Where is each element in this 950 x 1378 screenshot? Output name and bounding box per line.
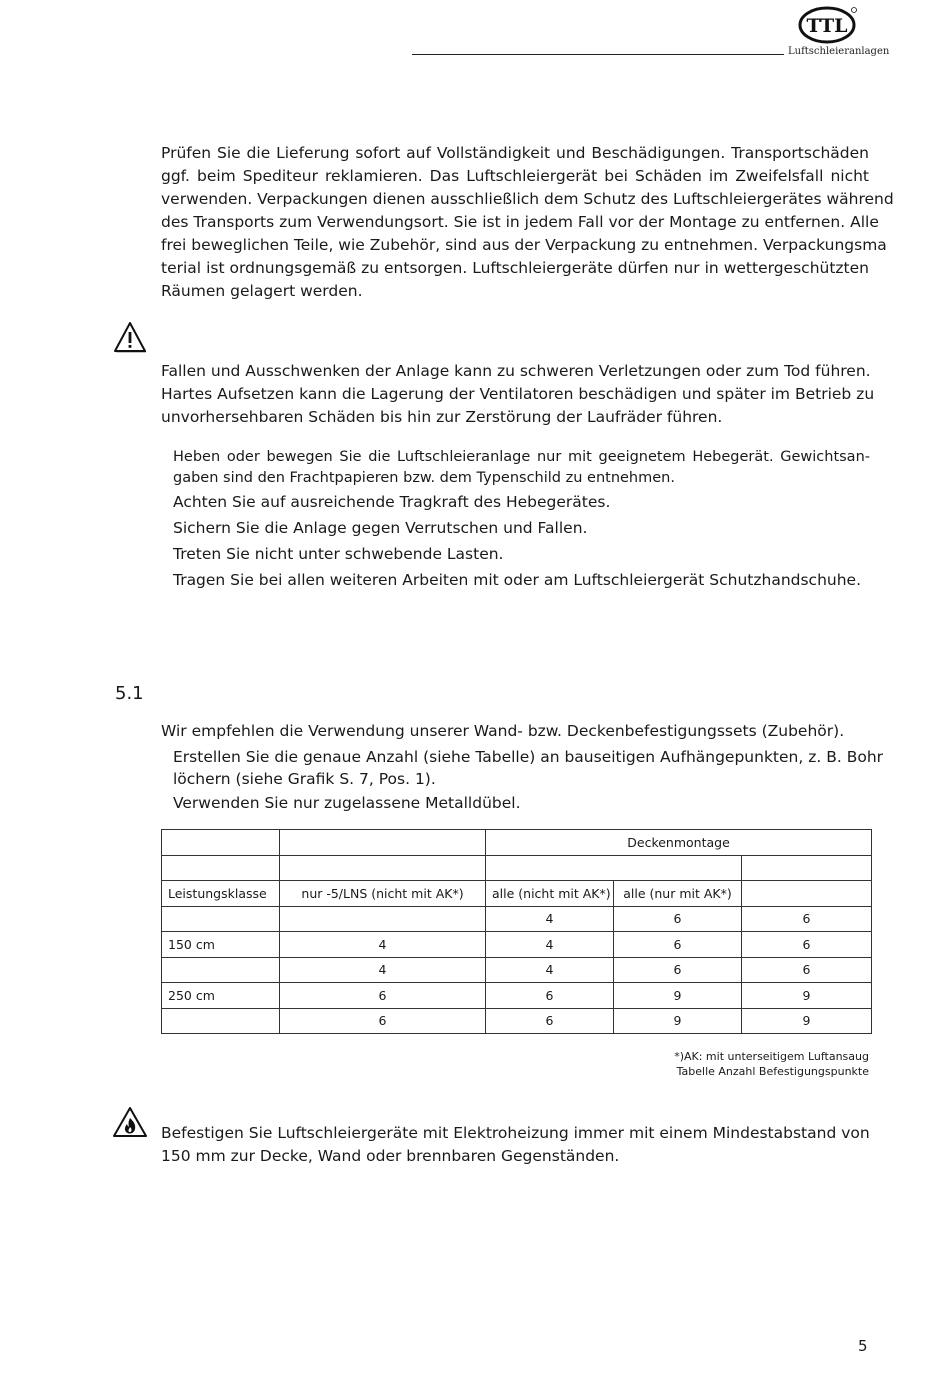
- table-notes: [560, 1049, 869, 1079]
- table-header-cell: [742, 881, 872, 907]
- table-cell: 6: [280, 983, 486, 1009]
- intro-line: terial ist ordnungsgemäß zu entsorgen. Luftschleiergeräte dürfen nur in wettergeschützten: [161, 259, 869, 277]
- mounting-points-table: [161, 829, 872, 1034]
- table-row: [162, 983, 872, 1009]
- table-header-cell: alle (nicht mit AK*): [486, 881, 614, 907]
- ttl-logo: [798, 5, 858, 45]
- intro-line: verwenden. Verpackungen dienen ausschließlich dem Schutz des Luftschleiergerätes während: [161, 190, 894, 208]
- intro-line: ggf. beim Spediteur reklamieren. Das Luftschleiergerät bei Schäden im Zweifelsfall nicht: [161, 167, 869, 185]
- table-cell: 4: [486, 932, 614, 958]
- table-row: [162, 906, 872, 932]
- table-header-row: [162, 855, 872, 881]
- table-cell: 6: [280, 1008, 486, 1034]
- table-cell: [280, 906, 486, 932]
- table-cell: [162, 830, 280, 856]
- table-header-deckenmontage: Deckenmontage: [486, 830, 872, 856]
- list-item: Sichern Sie die Anlage gegen Verrutschen und Fallen.: [173, 519, 588, 537]
- table-cell: 4: [486, 957, 614, 983]
- table-cell: 6: [486, 1008, 614, 1034]
- table-cell: 9: [742, 983, 872, 1009]
- table-cell: [280, 830, 486, 856]
- table-caption: Tabelle Anzahl Befestigungspunkte: [676, 1065, 869, 1078]
- list-item: Heben oder bewegen Sie die Luftschleieranlage nur mit geeignetem Hebegerät. Gewichtsan- gaben sind den Frachtpapieren bzw. dem Typenschild zu entnehmen.: [173, 449, 870, 486]
- table-cell: 4: [486, 906, 614, 932]
- table-cell: 4: [280, 957, 486, 983]
- table-cell: [486, 855, 742, 881]
- table-cell: 6: [614, 906, 742, 932]
- table-cell: 9: [742, 1008, 872, 1034]
- table-cell: 9: [614, 1008, 742, 1034]
- fire-warning-line: Befestigen Sie Luftschleiergeräte mit Elektroheizung immer mit einem Mindestabstand von: [161, 1124, 870, 1142]
- header-rule: [412, 54, 784, 55]
- list-item: Verwenden Sie nur zugelassene Metalldübel.: [173, 794, 521, 812]
- table-cell: 150 cm: [162, 932, 280, 958]
- table-cell: 6: [486, 983, 614, 1009]
- table-cell: 6: [742, 932, 872, 958]
- table-cell: [162, 1008, 280, 1034]
- table-header-cell: Leistungsklasse: [162, 881, 280, 907]
- list-item: Achten Sie auf ausreichende Tragkraft des Hebegerätes.: [173, 493, 611, 511]
- table-cell: 6: [742, 906, 872, 932]
- intro-line: des Transports zum Verwendungsort. Sie ist in jedem Fall vor der Montage zu entfernen. Alle: [161, 213, 879, 231]
- warning-line: Hartes Aufsetzen kann die Lagerung der Ventilatoren beschädigen und später im Betrieb zu: [161, 385, 875, 403]
- warning-line: Fallen und Ausschwenken der Anlage kann zu schweren Verletzungen oder zum Tod führen.: [161, 362, 871, 380]
- intro-paragraph: [161, 142, 894, 303]
- fire-warning-icon: [112, 1106, 148, 1138]
- table-cell: 6: [614, 957, 742, 983]
- table-cell: [742, 855, 872, 881]
- warning-line: unvorhersehbaren Schäden bis hin zur Zerstörung der Laufräder führen.: [161, 408, 723, 426]
- table-cell: [280, 855, 486, 881]
- intro-line: Prüfen Sie die Lieferung sofort auf Vollständigkeit und Beschädigungen. Transportschäden: [161, 144, 869, 162]
- mounting-list: [173, 746, 884, 818]
- list-item: Treten Sie nicht unter schwebende Lasten.: [173, 545, 504, 563]
- table-cell: [162, 957, 280, 983]
- table-cell: 6: [614, 932, 742, 958]
- header-subtitle: Luftschleieranlagen: [788, 46, 890, 57]
- table-row: [162, 957, 872, 983]
- fire-warning-paragraph: [161, 1122, 869, 1168]
- table-header-cell: alle (nur mit AK*): [614, 881, 742, 907]
- fire-warning-line: 150 mm zur Decke, Wand oder brennbaren Gegenständen.: [161, 1147, 620, 1165]
- table-header-row: [162, 830, 872, 856]
- table-header-cell: nur -5/LNS (nicht mit AK*): [280, 881, 486, 907]
- table-cell: 6: [742, 957, 872, 983]
- intro-line: frei beweglichen Teile, wie Zubehör, sind aus der Verpackung zu entnehmen. Verpackungsma: [161, 236, 887, 254]
- table-footnote: *)AK: mit unterseitigem Luftansaug: [674, 1050, 869, 1063]
- table-cell: [162, 906, 280, 932]
- table-cell: 9: [614, 983, 742, 1009]
- page-number: 5: [858, 1337, 868, 1355]
- warning-paragraph: [161, 360, 875, 429]
- handling-list: [173, 447, 870, 595]
- table-header-row: [162, 881, 872, 907]
- list-item: Tragen Sie bei allen weiteren Arbeiten mit oder am Luftschleiergerät Schutzhandschuhe.: [173, 571, 862, 589]
- list-item: Erstellen Sie die genaue Anzahl (siehe Tabelle) an bauseitigen Aufhängepunkten, z. B. Bohr löchern (siehe Grafik S. 7, Pos. 1).: [173, 748, 884, 788]
- table-cell: [162, 855, 280, 881]
- table-row: [162, 1008, 872, 1034]
- table-row: [162, 932, 872, 958]
- table-cell: 250 cm: [162, 983, 280, 1009]
- warning-triangle-icon: [112, 320, 148, 354]
- intro-line: Räumen gelagert werden.: [161, 282, 363, 300]
- svg-text:TTL: TTL: [806, 15, 848, 37]
- table-cell: 4: [280, 932, 486, 958]
- section-number: 5.1: [115, 683, 144, 704]
- section-intro: Wir empfehlen die Verwendung unserer Wand- bzw. Deckenbefestigungssets (Zubehör).: [161, 722, 845, 740]
